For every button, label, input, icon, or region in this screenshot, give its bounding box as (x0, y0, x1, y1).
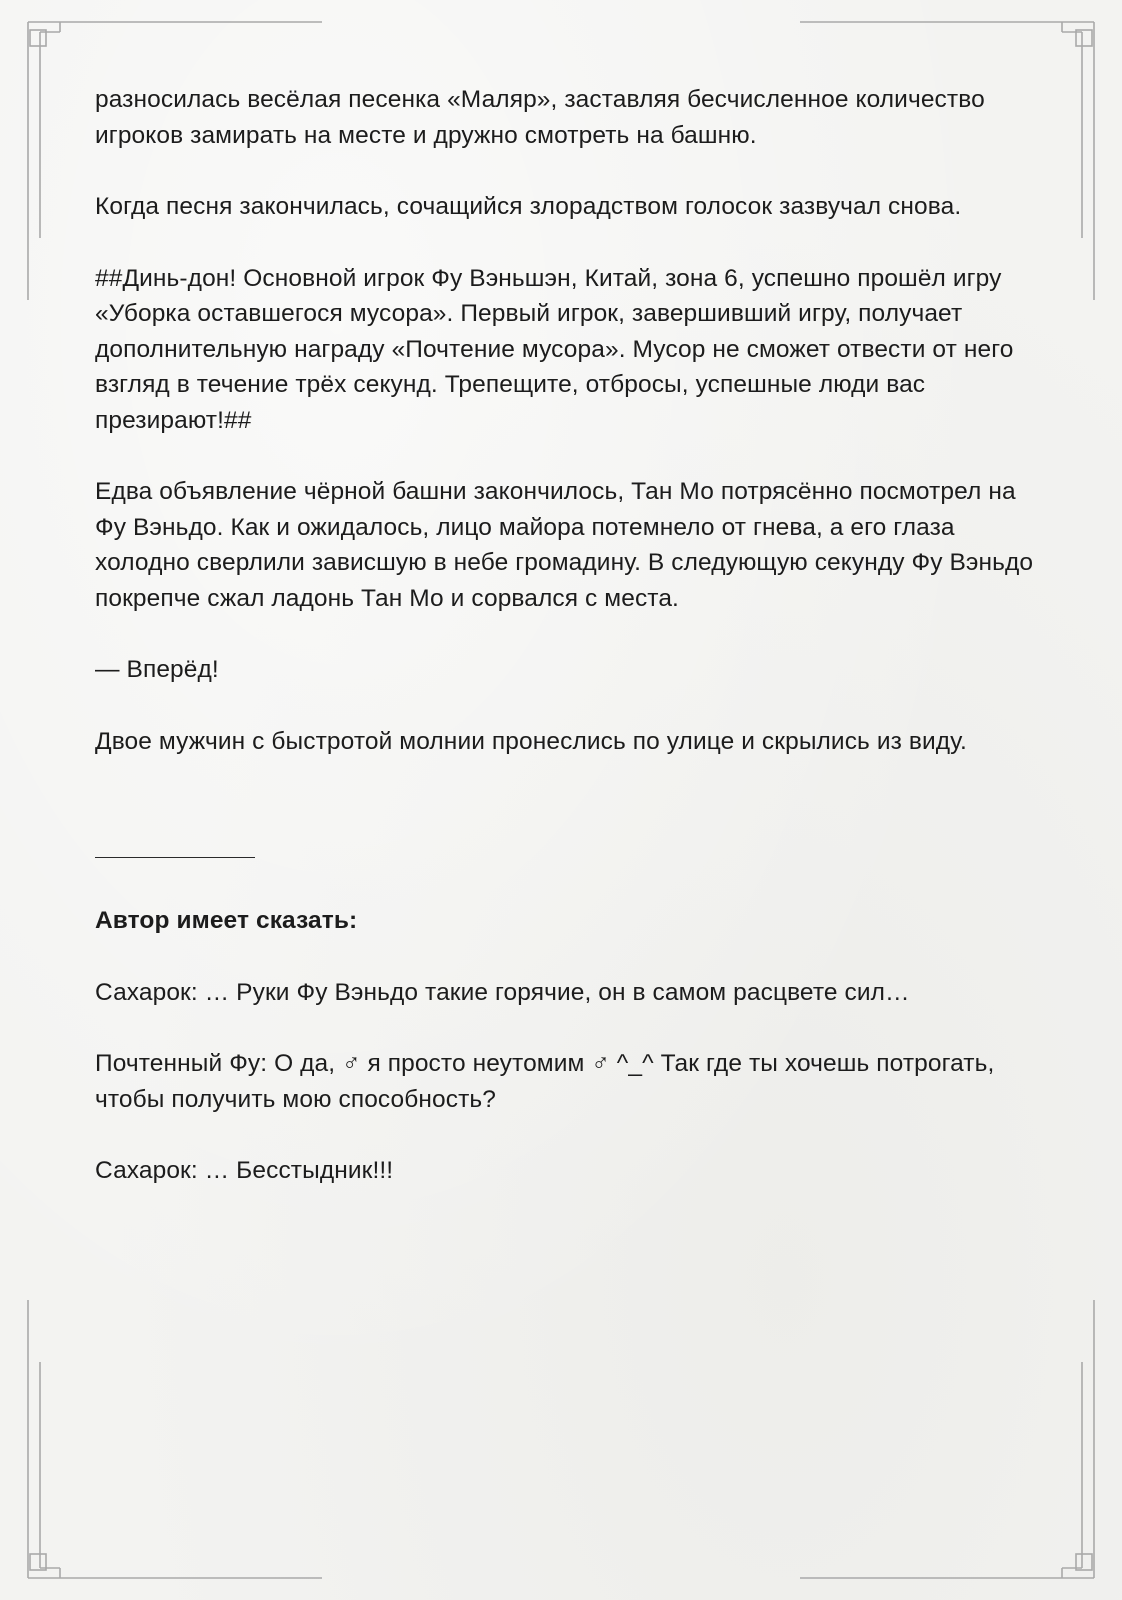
paragraph-major-reaction: Едва объявление чёрной башни закончилось, Тан Мо потрясённо посмотрел на Фу Вэньдо. Как и ожидалось, лицо майора потемнело от гнева, а его глаза холодно сверлили зависшую в небе громадину. В следующую секунду Фу Вэньдо покрепче сжал ладонь Тан Мо и сорвался с места. (95, 478, 1034, 612)
section-separator (95, 831, 1035, 867)
paragraph-tower-announcement: ##Динь-дон! Основной игрок Фу Вэньшэн, Китай, зона 6, успешно прошёл игру «Уборка оставшегося мусора». Первый игрок, завершивший игру, получает дополнительную награду «Почтение мусора». Мусор не сможет отвести от него взгляд в течение трёх секунд. Трепещите, отбросы, успешные люди вас презирают!## (95, 264, 1014, 434)
author-note-line: Сахарок: … Руки Фу Вэньдо такие горячие, он в самом расцвете сил… (95, 978, 910, 1006)
author-note-line: Почтенный Фу: О да, ♂ я просто неутомим ♂ ^_^ Так где ты хочешь потрогать, чтобы получить мою способность? (95, 1050, 995, 1113)
paragraph-forward-line: — Вперёд! (95, 656, 219, 683)
author-note-heading: Автор имеет сказать: (95, 907, 358, 934)
paragraph-song-ended: Когда песня закончилась, сочащийся злорадством голосок зазвучал снова. (95, 193, 962, 220)
paragraph-painter-song: разносилась весёлая песенка «Маляр», заставляя бесчисленное количество игроков замирать на месте и дружно смотреть на башню. (95, 86, 985, 149)
author-note-line: Сахарок: … Бесстыдник!!! (95, 1157, 394, 1184)
document-body (95, 82, 1035, 1225)
separator-line (95, 857, 255, 858)
paragraph-two-men-ran: Двое мужчин с быстротой молнии пронеслись по улице и скрылись из виду. (95, 727, 967, 755)
